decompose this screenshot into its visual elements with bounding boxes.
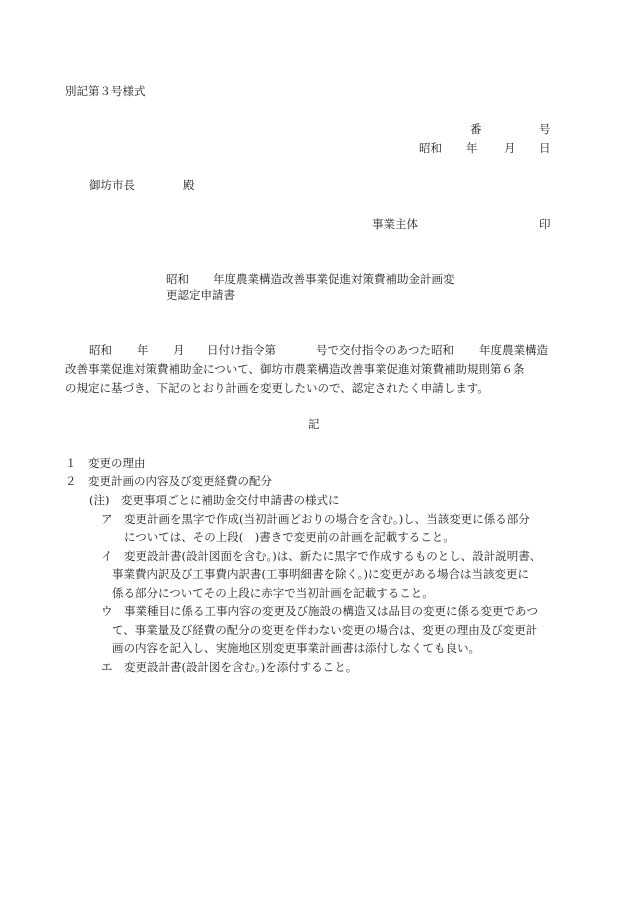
body-year: 年 xyxy=(137,343,149,357)
date-year: 年 xyxy=(466,141,478,155)
note-u-line3: 画の内容を記入し、実施地区別変更事業計画書は添付しなくても良い。 xyxy=(112,641,480,655)
date-month: 月 xyxy=(504,141,516,155)
note-i-line3: 係る部分についてその上段に赤字で当初計画を記載すること。 xyxy=(112,586,434,600)
title-line2: 更認定申請書 xyxy=(166,288,235,302)
date-era: 昭和 xyxy=(419,141,442,155)
body-era: 昭和 xyxy=(89,343,112,357)
ki-heading: 記 xyxy=(308,417,320,431)
applicant-seal: 印 xyxy=(539,217,551,231)
body-fiscal: 年度農業構造 xyxy=(479,343,548,357)
body-number: 号で交付指令のあつた昭和 xyxy=(316,343,454,357)
addressee-honorific: 殿 xyxy=(183,178,195,192)
item-1: １ 変更の理由 xyxy=(65,456,146,470)
body-day-notice: 日付け指令第 xyxy=(207,343,276,357)
item-2: ２ 変更計画の内容及び変更経費の配分 xyxy=(65,474,272,488)
number-ban: 番 xyxy=(470,122,482,136)
body-month: 月 xyxy=(173,343,185,357)
title-line1: 年度農業構造改善事業促進対策費補助金計画変 xyxy=(213,272,455,286)
note-a-line1: ア 変更計画を黒字で作成(当初計画どおりの場合を含む。)し、当該変更に係る部分 xyxy=(101,512,530,526)
applicant-label: 事業主体 xyxy=(372,217,418,231)
notes-head: (注) 変更事項ごとに補助金交付申請書の様式に xyxy=(89,493,340,507)
note-e-line1: エ 変更設計書(設計図を含む。)を添付すること。 xyxy=(101,660,358,674)
note-a-line2: については、その上段( )書きで変更前の計画を記載すること。 xyxy=(124,530,455,544)
note-i-line2: 事業費内訳及び工事費内訳書(工事明細書を除く。)に変更がある場合は当該変更に xyxy=(112,567,529,581)
date-day: 日 xyxy=(539,141,551,155)
body-line3: の規定に基づき、下記のとおり計画を変更したいので、認定されたく申請します。 xyxy=(65,381,489,395)
addressee-name: 御坊市長 xyxy=(89,178,135,192)
note-u-line1: ウ 事業種目に係る工事内容の変更及び施設の構造又は品目の変更に係る変更であつ xyxy=(101,604,538,618)
body-line2: 改善事業促進対策費補助金について、御坊市農業構造改善事業促進対策費補助規則第６条 xyxy=(65,362,525,376)
note-i-line1: イ 変更設計書(設計図面を含む。)は、新たに黒字で作成するものとし、設計説明書、 xyxy=(101,549,542,563)
note-u-line2: て、事業量及び経費の配分の変更を伴わない変更の場合は、変更の理由及び変更計 xyxy=(112,623,538,637)
number-go: 号 xyxy=(539,122,551,136)
title-era: 昭和 xyxy=(166,272,189,286)
form-label: 別記第３号様式 xyxy=(65,84,146,98)
